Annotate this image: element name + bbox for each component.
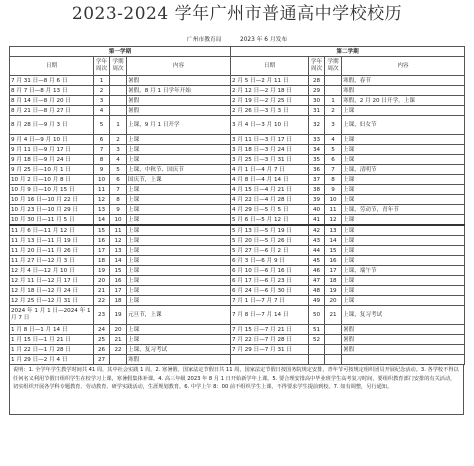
cell-year-week-2: 35 — [309, 155, 325, 165]
cell-term-week-2: 4 — [325, 135, 342, 145]
cell-date-2: 4 月 29 日—5 月 5 日 — [231, 205, 309, 215]
header-date-2: 日期 — [231, 57, 309, 76]
table-row — [10, 306, 465, 325]
cell-term-week-1: 5 — [110, 165, 127, 175]
cell-year-week-2: 45 — [309, 256, 325, 266]
cell-term-week-2 — [325, 345, 342, 355]
cell-year-week-2: 47 — [309, 276, 325, 286]
cell-year-week-1: 24 — [94, 325, 110, 335]
cell-content-1: 上课 — [127, 246, 231, 256]
cell-term-week-2: 16 — [325, 256, 342, 266]
table-row — [10, 116, 465, 135]
cell-year-week-2: 42 — [309, 225, 325, 236]
cell-date-1: 12 月 11 日—12 月 17 日 — [10, 276, 94, 286]
cell-term-week-2 — [325, 335, 342, 345]
table-row — [10, 266, 465, 276]
cell-term-week-2: 20 — [325, 296, 342, 306]
cell-term-week-2: 19 — [325, 286, 342, 296]
table-row — [10, 335, 465, 345]
cell-date-1: 10 月 16 日—10 月 22 日 — [10, 195, 94, 205]
header-date-1: 日期 — [10, 57, 94, 76]
cell-year-week-2: 44 — [309, 246, 325, 256]
cell-date-2: 6 月 24 日—6 月 30 日 — [231, 286, 309, 296]
table-row — [10, 195, 465, 205]
table-row — [10, 106, 465, 116]
cell-date-1: 8 月 28 日—9 月 3 日 — [10, 116, 94, 135]
table-row — [10, 96, 465, 106]
publisher: 广州市教育局 — [186, 37, 222, 43]
table-row — [10, 325, 465, 335]
cell-year-week-1: 3 — [94, 96, 110, 106]
table-row — [10, 215, 465, 226]
cell-date-1: 1 月 15 日—1 月 21 日 — [10, 335, 94, 345]
cell-content-1: 上课 — [127, 266, 231, 276]
publish-date: 2023 年 6 月发布 — [240, 37, 288, 43]
cell-date-1: 2024 年 1 月 1 日—2024 年 1 月 7 日 — [10, 306, 94, 325]
cell-date-2: 4 月 22 日—4 月 28 日 — [231, 195, 309, 205]
cell-term-week-2: 21 — [325, 306, 342, 325]
table-row — [10, 236, 465, 246]
cell-content-2: 寒假，春节 — [342, 76, 465, 86]
cell-content-1: 元旦节，上课 — [127, 306, 231, 325]
cell-content-1: 上课 — [127, 286, 231, 296]
cell-year-week-2: 52 — [309, 335, 325, 345]
cell-content-2: 上课 — [342, 145, 465, 155]
calendar-sheet — [9, 34, 464, 458]
cell-term-week-1 — [110, 86, 127, 96]
cell-term-week-1: 22 — [110, 345, 127, 355]
cell-date-2: 3 月 25 日—3 月 31 日 — [231, 155, 309, 165]
table-row — [10, 296, 465, 306]
cell-term-week-2: 11 — [325, 205, 342, 215]
table-row — [10, 246, 465, 256]
cell-content-2: 暑假 — [342, 325, 465, 335]
cell-content-2: 暑假 — [342, 335, 465, 345]
cell-content-2: 上课 — [342, 195, 465, 205]
cell-term-week-2: 18 — [325, 276, 342, 286]
cell-year-week-1: 7 — [94, 145, 110, 155]
cell-term-week-2: 6 — [325, 155, 342, 165]
cell-content-2: 上课 — [342, 185, 465, 195]
cell-content-1: 寒假 — [127, 355, 231, 365]
cell-date-1: 11 月 6 日—11 月 12 日 — [10, 225, 94, 236]
cell-date-1: 9 月 25 日—10 月 1 日 — [10, 165, 94, 175]
cell-term-week-1: 4 — [110, 155, 127, 165]
cell-content-1: 上课 — [127, 225, 231, 236]
cell-term-week-2: 9 — [325, 185, 342, 195]
table-row — [10, 256, 465, 266]
cell-date-1: 11 月 13 日—11 月 19 日 — [10, 236, 94, 246]
cell-year-week-1: 17 — [94, 246, 110, 256]
cell-date-2: 4 月 1 日—4 月 7 日 — [231, 165, 309, 175]
cell-term-week-2: 2 — [325, 106, 342, 116]
cell-term-week-1: 8 — [110, 195, 127, 205]
cell-date-2: 2 月 19 日—2 月 25 日 — [231, 96, 309, 106]
cell-year-week-2: 39 — [309, 195, 325, 205]
cell-year-week-2 — [309, 355, 325, 365]
cell-year-week-2: 50 — [309, 306, 325, 325]
cell-content-1: 上课 — [127, 215, 231, 226]
cell-term-week-1: 19 — [110, 306, 127, 325]
semester-header-row — [10, 47, 465, 57]
cell-year-week-1: 16 — [94, 236, 110, 246]
cell-content-2 — [342, 355, 465, 365]
cell-year-week-2: 34 — [309, 145, 325, 155]
cell-year-week-2: 37 — [309, 175, 325, 185]
cell-year-week-1: 15 — [94, 225, 110, 236]
cell-content-1: 上课 — [127, 296, 231, 306]
header-content-2: 内容 — [342, 57, 465, 76]
cell-date-2: 2 月 26 日—3 月 3 日 — [231, 106, 309, 116]
notes: 说明：1. 全学年学生教学时间共 41 周，其中社会实践 1 周。2. 寒暑假、国家法定节假日共 11 周，国家法定节假日按国务院规定安排，青年节可按规定组织团员开展纪念活动。3. 各学校不得以任何名义利用节假日组织学生在校学习上课，寒暑假集体补课。4. 高三年级 2023 年 8 月 1 日开始新学年上课。5. 要合理安排高中毕业班学生高考复习时间，要组织教育部门安排的有关活动，切实组织开展各学科专题教育、劳动教育、研学实践活动，生涯规划教育。6. 中学上午 8：00 前不组织学生上课，不得要求学生提前到校。7. 如有调整，另行通知。 — [9, 365, 464, 415]
cell-year-week-2: 31 — [309, 106, 325, 116]
cell-content-1: 上课 — [127, 325, 231, 335]
cell-date-1: 11 月 27 日—12 月 3 日 — [10, 256, 94, 266]
cell-content-2: 上课，劳动节，青年节 — [342, 205, 465, 215]
cell-term-week-1: 21 — [110, 335, 127, 345]
cell-content-2: 上课 — [342, 225, 465, 236]
cell-term-week-2 — [325, 76, 342, 86]
cell-content-1: 国庆节，上课 — [127, 175, 231, 185]
cell-date-1: 1 月 22 日—1 月 28 日 — [10, 345, 94, 355]
cell-content-2: 上课 — [342, 286, 465, 296]
header-term-week-2: 学期周次 — [325, 57, 342, 76]
cell-date-2: 6 月 3 日—6 月 9 日 — [231, 256, 309, 266]
table-row — [10, 286, 465, 296]
cell-content-2: 暑假 — [342, 345, 465, 355]
cell-year-week-2: 29 — [309, 86, 325, 96]
cell-date-1: 9 月 4 日—9 月 10 日 — [10, 135, 94, 145]
cell-term-week-1: 6 — [110, 175, 127, 185]
cell-year-week-1: 26 — [94, 345, 110, 355]
cell-date-2 — [231, 355, 309, 365]
cell-content-1: 暑假，8 月 1 日学年开始 — [127, 86, 231, 96]
table-row — [10, 205, 465, 215]
cell-date-1: 8 月 7 日—8 月 13 日 — [10, 86, 94, 96]
cell-date-1: 10 月 23 日—10 月 29 日 — [10, 205, 94, 215]
cell-content-2: 寒假 — [342, 86, 465, 96]
cell-year-week-2: 30 — [309, 96, 325, 106]
table-row — [10, 135, 465, 145]
cell-year-week-2: 33 — [309, 135, 325, 145]
cell-content-2: 上课 — [342, 236, 465, 246]
cell-term-week-2: 12 — [325, 215, 342, 226]
cell-term-week-2 — [325, 355, 342, 365]
cell-content-2: 上课 — [342, 106, 465, 116]
cell-date-1: 12 月 25 日—12 月 31 日 — [10, 296, 94, 306]
cell-content-2: 寒假，2 月 20 日开学，上课 — [342, 96, 465, 106]
cell-term-week-1 — [110, 76, 127, 86]
cell-content-2: 上课 — [342, 175, 465, 185]
cell-date-2: 5 月 13 日—5 月 19 日 — [231, 225, 309, 236]
cell-date-2: 6 月 10 日—6 月 16 日 — [231, 266, 309, 276]
cell-date-1: 10 月 30 日—11 月 5 日 — [10, 215, 94, 226]
cell-content-1: 上课，中秋节、国庆节 — [127, 165, 231, 175]
cell-term-week-1: 20 — [110, 325, 127, 335]
cell-content-1: 上课 — [127, 205, 231, 215]
cell-year-week-1: 14 — [94, 215, 110, 226]
cell-term-week-2: 5 — [325, 145, 342, 155]
cell-year-week-1: 13 — [94, 205, 110, 215]
cell-term-week-1: 16 — [110, 276, 127, 286]
cell-term-week-1: 13 — [110, 246, 127, 256]
table-row — [10, 165, 465, 175]
cell-term-week-1 — [110, 355, 127, 365]
cell-date-2: 5 月 27 日—6 月 2 日 — [231, 246, 309, 256]
cell-year-week-1: 18 — [94, 256, 110, 266]
cell-content-2: 上课，复习考试 — [342, 306, 465, 325]
cell-term-week-1: 7 — [110, 185, 127, 195]
cell-content-2: 上课 — [342, 215, 465, 226]
cell-year-week-1: 4 — [94, 106, 110, 116]
cell-content-1: 上课，复习考试 — [127, 345, 231, 355]
cell-term-week-2: 10 — [325, 195, 342, 205]
cell-date-2: 5 月 6 日—5 月 12 日 — [231, 215, 309, 226]
cell-date-1: 1 月 8 日—1 月 14 日 — [10, 325, 94, 335]
cell-date-2: 4 月 15 日—4 月 21 日 — [231, 185, 309, 195]
table-row — [10, 76, 465, 86]
cell-date-1: 11 月 20 日—11 月 26 日 — [10, 246, 94, 256]
table-row — [10, 145, 465, 155]
cell-date-2: 7 月 1 日—7 月 7 日 — [231, 296, 309, 306]
cell-year-week-2: 48 — [309, 286, 325, 296]
cell-year-week-1: 6 — [94, 135, 110, 145]
cell-content-1: 上课 — [127, 185, 231, 195]
cell-date-1: 1 月 29 日—2 月 4 日 — [10, 355, 94, 365]
table-row — [10, 155, 465, 165]
cell-content-1: 上课 — [127, 236, 231, 246]
cell-date-2: 3 月 4 日—3 月 10 日 — [231, 116, 309, 135]
cell-content-1: 上课 — [127, 276, 231, 286]
cell-date-2: 2 月 12 日—2 月 18 日 — [231, 86, 309, 96]
cell-date-2: 6 月 17 日—6 月 23 日 — [231, 276, 309, 286]
cell-term-week-1: 17 — [110, 286, 127, 296]
cell-content-2: 上课 — [342, 135, 465, 145]
cell-year-week-2 — [309, 345, 325, 355]
cell-year-week-1: 1 — [94, 76, 110, 86]
cell-date-1: 9 月 18 日—9 月 24 日 — [10, 155, 94, 165]
cell-content-1: 上课 — [127, 195, 231, 205]
cell-term-week-2 — [325, 86, 342, 96]
cell-content-1: 暑假 — [127, 96, 231, 106]
cell-term-week-2: 3 — [325, 116, 342, 135]
cell-term-week-1: 12 — [110, 236, 127, 246]
table-row — [10, 276, 465, 286]
cell-year-week-1: 9 — [94, 165, 110, 175]
cell-content-1: 暑假 — [127, 76, 231, 86]
cell-content-1: 上课 — [127, 135, 231, 145]
cell-year-week-2: 38 — [309, 185, 325, 195]
cell-date-2: 2 月 5 日—2 月 11 日 — [231, 76, 309, 86]
cell-year-week-1: 11 — [94, 185, 110, 195]
cell-term-week-1: 11 — [110, 225, 127, 236]
cell-date-2: 5 月 20 日—5 月 26 日 — [231, 236, 309, 246]
cell-year-week-1: 5 — [94, 116, 110, 135]
cell-year-week-1: 21 — [94, 286, 110, 296]
header-term-week-1: 学期周次 — [110, 57, 127, 76]
cell-date-2: 7 月 22 日—7 月 28 日 — [231, 335, 309, 345]
cell-date-1: 12 月 4 日—12 月 10 日 — [10, 266, 94, 276]
cell-year-week-2: 32 — [309, 116, 325, 135]
cell-year-week-2: 46 — [309, 266, 325, 276]
cell-content-2: 上课 — [342, 296, 465, 306]
cell-content-1: 上课 — [127, 155, 231, 165]
cell-content-1: 上课，9 月 1 日开学 — [127, 116, 231, 135]
cell-term-week-1: 3 — [110, 145, 127, 155]
cell-term-week-1: 9 — [110, 205, 127, 215]
cell-date-2: 7 月 8 日—7 月 14 日 — [231, 306, 309, 325]
cell-year-week-1: 23 — [94, 306, 110, 325]
header-year-week-1: 学年周次 — [94, 57, 110, 76]
semester-1-label: 第一学期 — [10, 47, 231, 57]
cell-year-week-2: 51 — [309, 325, 325, 335]
publisher-row — [10, 34, 465, 47]
cell-year-week-2: 43 — [309, 236, 325, 246]
cell-date-1: 10 月 2 日—10 月 8 日 — [10, 175, 94, 185]
cell-term-week-1 — [110, 96, 127, 106]
cell-year-week-1: 10 — [94, 175, 110, 185]
cell-date-1: 10 月 9 日—10 月 15 日 — [10, 185, 94, 195]
cell-term-week-1 — [110, 106, 127, 116]
cell-term-week-2: 1 — [325, 96, 342, 106]
cell-year-week-1: 8 — [94, 155, 110, 165]
cell-term-week-2: 13 — [325, 225, 342, 236]
cell-year-week-1: 19 — [94, 266, 110, 276]
cell-term-week-1: 14 — [110, 256, 127, 266]
cell-content-2: 上课，清明节 — [342, 165, 465, 175]
cell-date-1: 8 月 21 日—8 月 27 日 — [10, 106, 94, 116]
cell-date-2: 3 月 11 日—3 月 17 日 — [231, 135, 309, 145]
table-row — [10, 185, 465, 195]
cell-content-2: 上课 — [342, 276, 465, 286]
table-row — [10, 225, 465, 236]
cell-term-week-2: 7 — [325, 165, 342, 175]
cell-date-1: 9 月 11 日—9 月 17 日 — [10, 145, 94, 155]
cell-term-week-2: 14 — [325, 236, 342, 246]
table-row — [10, 345, 465, 355]
cell-year-week-2: 41 — [309, 215, 325, 226]
cell-year-week-1: 22 — [94, 296, 110, 306]
cell-date-2: 7 月 29 日—7 月 31 日 — [231, 345, 309, 355]
table-row — [10, 175, 465, 185]
table-row — [10, 86, 465, 96]
calendar-table — [9, 34, 465, 365]
cell-term-week-1: 18 — [110, 296, 127, 306]
cell-date-2: 7 月 15 日—7 月 21 日 — [231, 325, 309, 335]
cell-content-2: 上课 — [342, 155, 465, 165]
cell-term-week-2: 8 — [325, 175, 342, 185]
cell-year-week-2: 40 — [309, 205, 325, 215]
cell-year-week-1: 2 — [94, 86, 110, 96]
header-content-1: 内容 — [127, 57, 231, 76]
cell-year-week-1: 27 — [94, 355, 110, 365]
cell-content-2: 上课，端午节 — [342, 266, 465, 276]
cell-term-week-2 — [325, 325, 342, 335]
cell-content-2: 上课，妇女节 — [342, 116, 465, 135]
cell-date-2: 3 月 18 日—3 月 24 日 — [231, 145, 309, 155]
semester-2-label: 第二学期 — [231, 47, 465, 57]
cell-content-1: 上课 — [127, 335, 231, 345]
cell-content-1: 暑假 — [127, 106, 231, 116]
cell-term-week-1: 10 — [110, 215, 127, 226]
cell-date-1: 12 月 18 日—12 月 24 日 — [10, 286, 94, 296]
cell-date-1: 8 月 14 日—8 月 20 日 — [10, 96, 94, 106]
table-row — [10, 355, 465, 365]
cell-term-week-1: 2 — [110, 135, 127, 145]
cell-term-week-2: 17 — [325, 266, 342, 276]
cell-content-1: 上课 — [127, 145, 231, 155]
cell-year-week-1: 12 — [94, 195, 110, 205]
cell-term-week-2: 15 — [325, 246, 342, 256]
cell-year-week-1: 25 — [94, 335, 110, 345]
column-header-row — [10, 57, 465, 76]
header-year-week-2: 学年周次 — [309, 57, 325, 76]
cell-content-2: 上课 — [342, 246, 465, 256]
cell-year-week-2: 49 — [309, 296, 325, 306]
cell-year-week-1: 20 — [94, 276, 110, 286]
cell-date-1: 7 月 31 日—8 月 6 日 — [10, 76, 94, 86]
page-title: 2023-2024 学年广州市普通高中学校校历 — [71, 4, 403, 24]
cell-date-2: 4 月 8 日—4 月 14 日 — [231, 175, 309, 185]
cell-content-2: 上课 — [342, 256, 465, 266]
cell-year-week-2: 36 — [309, 165, 325, 175]
cell-term-week-1: 15 — [110, 266, 127, 276]
cell-year-week-2: 28 — [309, 76, 325, 86]
cell-term-week-1: 1 — [110, 116, 127, 135]
cell-content-1: 上课 — [127, 256, 231, 266]
